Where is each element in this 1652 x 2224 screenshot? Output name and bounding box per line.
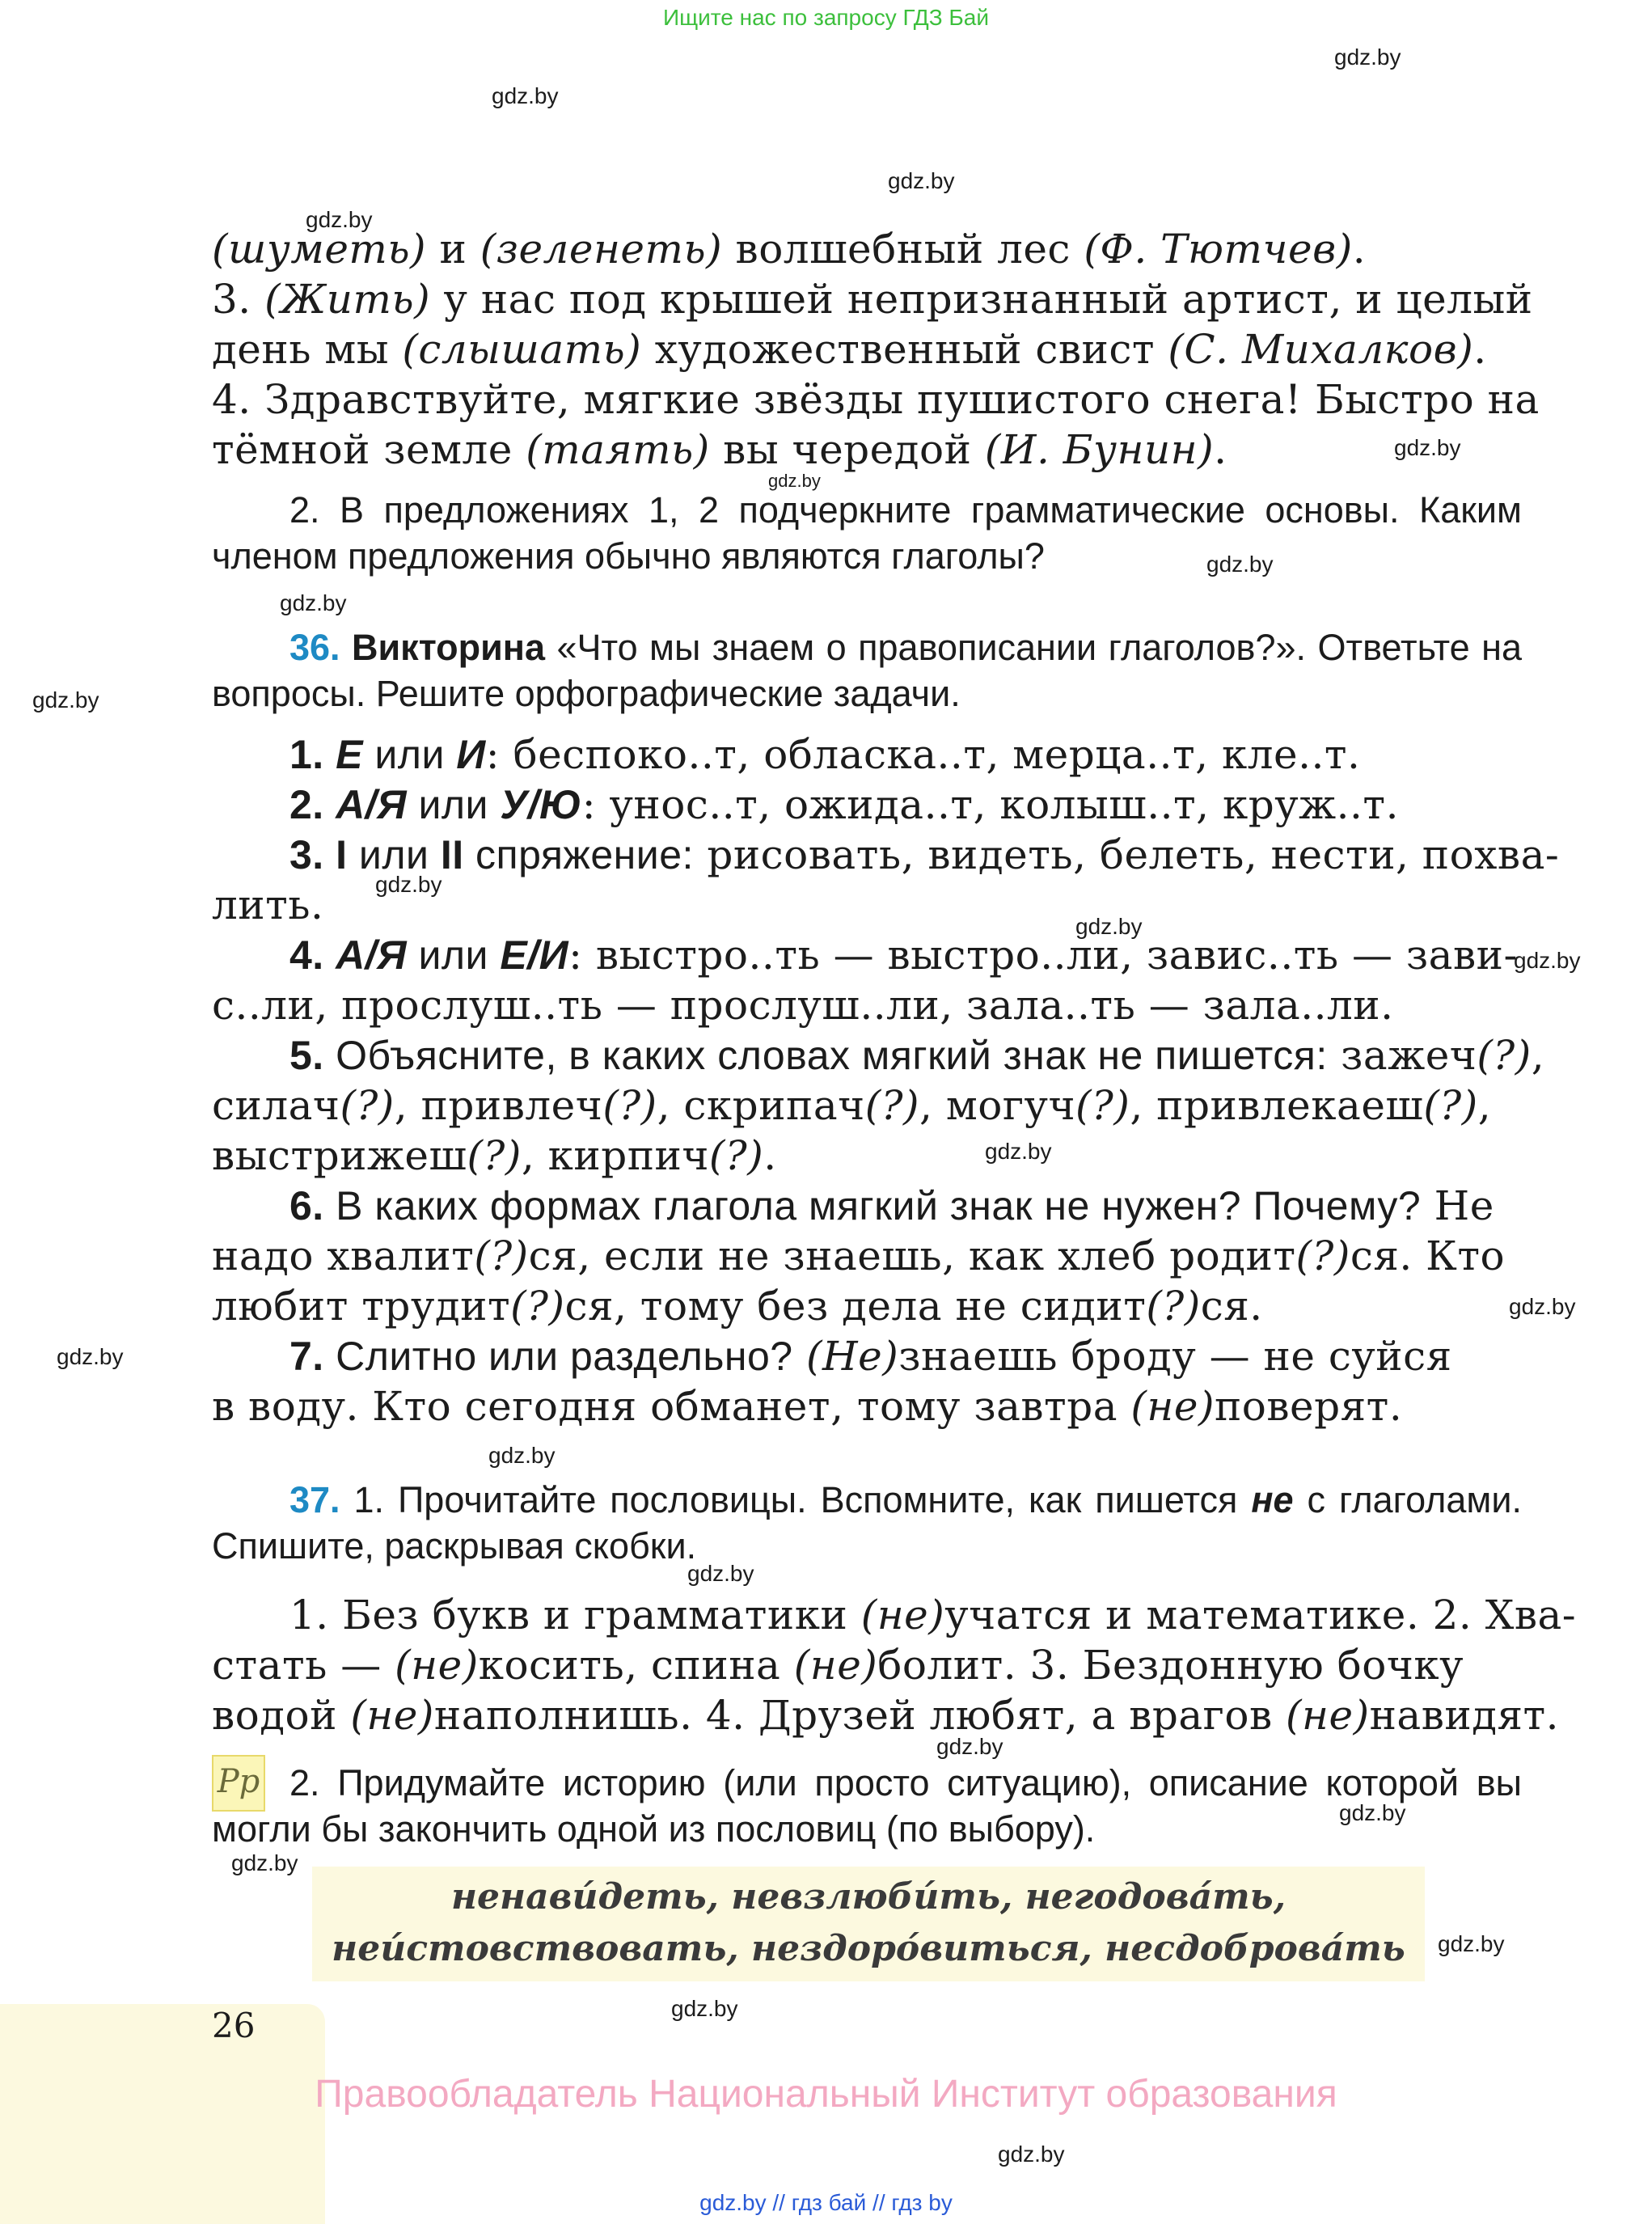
text-run: (?): [1477, 1032, 1532, 1079]
watermark: gdz.by: [1514, 948, 1581, 973]
text-run: В каких формах глагола мягкий знак не нужен? Почему?: [336, 1183, 1422, 1228]
text-run: (?): [474, 1233, 529, 1279]
watermark: gdz.by: [985, 1139, 1052, 1164]
text-run: навидят.: [1369, 1692, 1560, 1739]
text-run: , привлеч: [394, 1082, 603, 1129]
question-6-cont: [212, 1231, 1522, 1281]
text-run: поверят.: [1214, 1383, 1403, 1430]
page-number: 26: [212, 2006, 256, 2045]
text-run: или: [362, 732, 457, 777]
exercise-instructions: «Что мы знаем о правописании глаголов?». Ответьте на вопросы. Решите орфографические задачи.: [212, 627, 1522, 714]
text-run: ,: [1477, 1082, 1492, 1129]
text-run: (Не): [806, 1333, 899, 1380]
question-1: [212, 729, 1522, 780]
text-run: (Ф. Тютчев): [1084, 226, 1353, 273]
text-run: (?): [602, 1082, 657, 1129]
text-run: 5.: [289, 1033, 336, 1078]
text-run: зажеч: [1327, 1032, 1477, 1079]
vocabulary-line: ненави́деть, невзлюби́ть, негодова́ть,: [450, 1876, 1287, 1917]
watermark: gdz.by: [671, 1996, 738, 2021]
text-run: , могуч: [919, 1082, 1075, 1129]
top-banner[interactable]: Ищите нас по запросу ГДЗ Бай: [662, 5, 990, 30]
text-run: день мы: [212, 326, 403, 373]
text-run: спряжение:: [463, 832, 694, 877]
text-run: (не): [395, 1642, 479, 1689]
text-run: с..ли, прослуш..ть — прослуш..ли, зала..ть — зала..ли.: [212, 982, 1394, 1029]
text-run: 1. Без букв и грамматики: [289, 1592, 861, 1638]
text-run: (?): [1423, 1082, 1478, 1129]
text-run: (?): [340, 1082, 395, 1129]
text-run: (шуметь): [212, 226, 427, 273]
question-7: [212, 1331, 1522, 1381]
text-run: лить.: [212, 882, 324, 928]
text-run: 7.: [289, 1334, 336, 1379]
text-run: .: [1214, 426, 1227, 473]
watermark: gdz.by: [687, 1561, 754, 1586]
text-run: 4.: [289, 932, 336, 978]
watermark: gdz.by: [1206, 552, 1274, 577]
text-run: А/Я: [336, 932, 408, 978]
text-run: (?): [510, 1283, 565, 1330]
watermark: gdz.by: [888, 168, 955, 193]
watermark: gdz.by: [492, 83, 559, 108]
intro-task-2: 2. В предложениях 1, 2 подчеркните грамматические основы. Каким членом предложения обычно являются глаголы?: [212, 489, 1522, 577]
text-run: знаешь броду — не суйся: [898, 1333, 1452, 1380]
watermark: gdz.by: [768, 471, 821, 491]
exercise-number: 36.: [289, 627, 340, 668]
text-run: 2.: [289, 782, 336, 827]
text-run: .: [1473, 326, 1487, 373]
text-run: ,: [1531, 1032, 1545, 1079]
text-run: [793, 1333, 806, 1380]
text-run: рисовать, видеть, белеть, нести, похва-: [693, 831, 1560, 878]
question-4: [212, 930, 1522, 980]
text-run: 3.: [289, 832, 336, 877]
proverb-line: [212, 1640, 1522, 1690]
exercise-37-proverbs: [212, 1590, 1577, 1740]
watermark: gdz.by: [1334, 44, 1401, 70]
text-run: .: [763, 1132, 777, 1179]
watermark: gdz.by: [32, 687, 99, 712]
text-run: 4. Здравствуйте, мягкие звёзды пушистого снега! Быстро на: [212, 376, 1540, 423]
text-run: , привлекаеш: [1130, 1082, 1424, 1129]
text-run: ся. Кто: [1350, 1233, 1506, 1279]
text-run: косить, спина: [478, 1642, 794, 1689]
intro-line: [212, 224, 1522, 274]
question-3-cont: [212, 880, 1522, 930]
text-run: 1.: [289, 732, 336, 777]
text-run: .: [1352, 226, 1367, 273]
text-run: у нас под крышей непризнанный артист, и целый: [430, 276, 1533, 323]
text-run: (?): [708, 1132, 764, 1179]
text-run: или: [347, 832, 441, 877]
text-run: ся, тому без дела не сидит: [564, 1283, 1147, 1330]
text-run: А/Я: [336, 782, 408, 827]
watermark: gdz.by: [1075, 914, 1143, 939]
watermark: gdz.by: [1438, 1931, 1505, 1956]
text-run: (слышать): [402, 326, 642, 373]
text-run: силач: [212, 1082, 340, 1129]
speech-development-icon: Рр: [212, 1755, 265, 1812]
text-run: наполнишь. 4. Друзей любят, а врагов: [433, 1692, 1287, 1739]
question-2: [212, 780, 1522, 830]
text-run: Объясните, в каких словах мягкий знак не пишется:: [336, 1033, 1328, 1078]
text-run: ся, если не знаешь, как хлеб родит: [528, 1233, 1296, 1279]
exercise-number: 37.: [289, 1479, 340, 1520]
footer-links[interactable]: gdz.by // гдз бай // гдз by: [699, 2190, 953, 2215]
question-5-cont: [212, 1131, 1522, 1181]
text-run: (Жить): [264, 276, 431, 323]
text-run: тёмной земле: [212, 426, 526, 473]
text-run: в воду. Кто сегодня обманет, тому завтра: [212, 1383, 1131, 1430]
question-5: [212, 1030, 1545, 1080]
intro-line: [212, 324, 1522, 374]
exercise-title: Викторина: [352, 627, 545, 668]
watermark: gdz.by: [1509, 1294, 1576, 1319]
question-5-cont: [212, 1080, 1522, 1131]
exercise-36-questions: [212, 729, 1560, 930]
watermark: gdz.by: [231, 1850, 298, 1875]
question-6: [212, 1181, 1522, 1231]
watermark: gdz.by: [280, 590, 347, 615]
watermark: gdz.by: [936, 1734, 1003, 1759]
exercise-37-heading: [212, 1477, 1522, 1569]
watermark: gdz.by: [1394, 435, 1461, 460]
text-run: (не): [350, 1692, 434, 1739]
text-run: (?): [864, 1082, 920, 1129]
question-7-cont: [212, 1381, 1522, 1431]
text-run: (?): [1075, 1082, 1130, 1129]
text-run: стать —: [212, 1642, 395, 1689]
vocabulary-box: [312, 1867, 1425, 1981]
text-run: вы чередой: [709, 426, 985, 473]
watermark: gdz.by: [998, 2142, 1065, 2167]
text-run: (?): [467, 1132, 522, 1179]
text-run: (зеленеть): [480, 226, 723, 273]
exercise-instructions: с глаголами. Спишите, раскрывая скобки.: [212, 1479, 1522, 1567]
intro-line: [212, 425, 1522, 475]
text-run: и: [426, 226, 480, 273]
text-run: (С. Михалков): [1168, 326, 1474, 373]
text-run: 3.: [212, 276, 265, 323]
intro-line: [212, 374, 1540, 425]
proverb-line: [212, 1590, 1577, 1640]
question-6-cont: [212, 1281, 1522, 1331]
text-run: (таять): [526, 426, 710, 473]
text-run: учатся и математике. 2. Хва-: [944, 1592, 1577, 1638]
text-run: выстрижеш: [212, 1132, 467, 1179]
text-run: II: [440, 832, 464, 877]
watermark: gdz.by: [1339, 1800, 1406, 1825]
text-run: водой: [212, 1692, 351, 1739]
question-3: [212, 830, 1560, 880]
text-run: (?): [1146, 1283, 1201, 1330]
text-run: любит трудит: [212, 1283, 511, 1330]
text-run: , кирпич: [521, 1132, 709, 1179]
text-run: художественный свист: [641, 326, 1168, 373]
text-run: : унос..т, ожида..т, колыш..т, круж..т.: [581, 781, 1399, 828]
intro-poems: [212, 224, 1540, 475]
watermark: gdz.by: [57, 1344, 124, 1369]
watermark: gdz.by: [306, 207, 373, 232]
text-run: волшебный лес: [722, 226, 1084, 273]
text-run: : выстро..ть — выстро..ли, завис..ть — зави-: [568, 932, 1518, 979]
exercise-instructions: 1. Прочитайте пословицы. Вспомните, как пишется: [340, 1479, 1252, 1520]
exercise-36-heading: [212, 624, 1522, 717]
exercise-37-task-2: 2. Придумайте историю (или просто ситуацию), описание которой вы могли бы закончить одной из пословиц (по выбору).: [212, 1762, 1522, 1850]
text-run: (не): [793, 1642, 878, 1689]
watermark: gdz.by: [375, 872, 442, 897]
text-run: 6.: [289, 1183, 336, 1228]
text-run: Слитно или раздельно?: [336, 1334, 793, 1379]
text-run: (И. Бунин): [984, 426, 1215, 473]
text-run: или: [407, 932, 501, 978]
text-run: Не: [1421, 1182, 1494, 1229]
text-run: Е/И: [500, 932, 569, 978]
question-4-cont: [212, 980, 1522, 1030]
text-run: Е: [336, 732, 363, 777]
proverb-line: [212, 1690, 1560, 1740]
text-run: надо хвалит: [212, 1233, 475, 1279]
text-run: I: [336, 832, 348, 877]
copyright-owner: Правообладатель Национальный Институт образования: [315, 2073, 1337, 2116]
text-run: ся.: [1200, 1283, 1263, 1330]
keyword-ne: не: [1251, 1479, 1294, 1520]
text-run: , скрипач: [657, 1082, 865, 1129]
text-run: : беспоко..т, обласка..т, мерца..т, кле..т.: [485, 731, 1361, 778]
intro-line: [212, 274, 1533, 324]
text-run: (не): [1130, 1383, 1215, 1430]
text-run: или: [407, 782, 501, 827]
text-run: У/Ю: [500, 782, 582, 827]
text-run: (не): [860, 1592, 945, 1638]
text-run: (не): [1286, 1692, 1370, 1739]
text-run: И: [456, 732, 486, 777]
watermark: gdz.by: [488, 1443, 556, 1468]
vocabulary-line: неи́стовствовать, нездоро́виться, несдоброва́ть: [332, 1928, 1405, 1969]
text-run: болит. 3. Бездонную бочку: [877, 1642, 1464, 1689]
text-run: (?): [1295, 1233, 1350, 1279]
